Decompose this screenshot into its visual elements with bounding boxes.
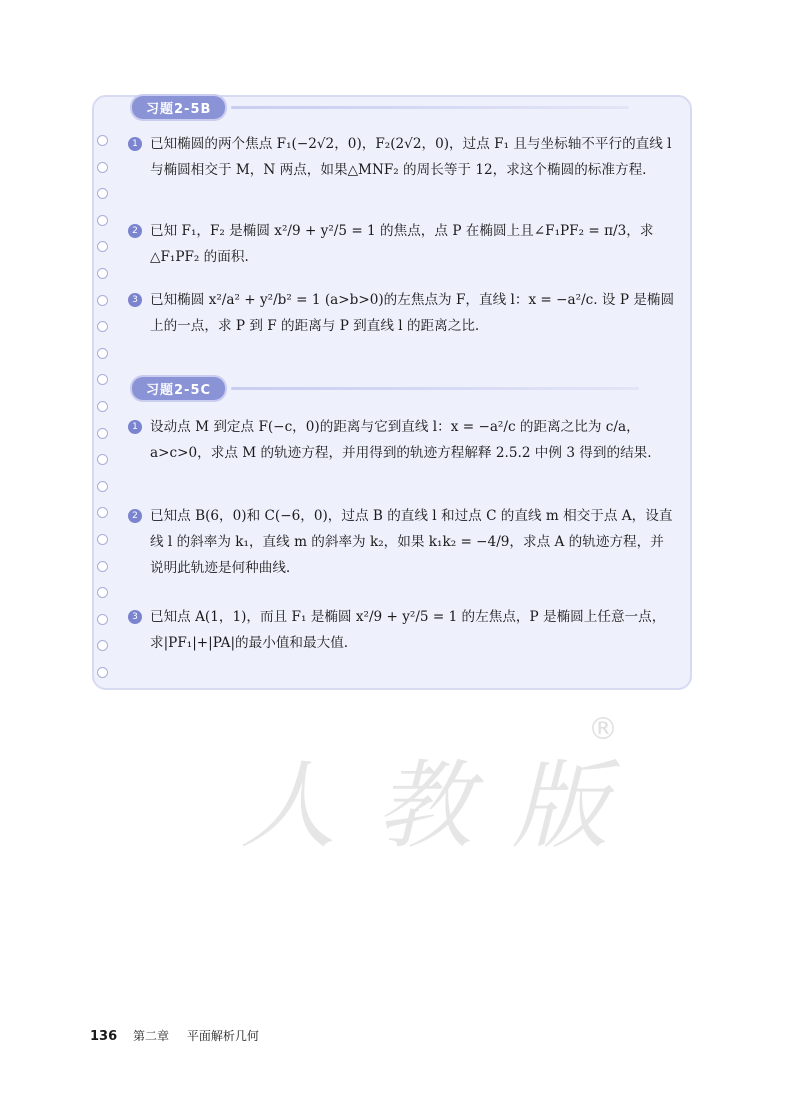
ring-icon bbox=[97, 348, 108, 359]
ring-icon bbox=[97, 295, 108, 306]
problem-c1 bbox=[132, 414, 677, 466]
problem-b2 bbox=[132, 218, 677, 270]
ring-icon bbox=[97, 454, 108, 465]
problem-text: 已知点 B(6，0)和 C(−6，0)，过点 B 的直线 l 和过点 C 的直线 m 相交于点 A，设直线 l 的斜率为 k₁，直线 m 的斜率为 k₂，如果 k₁k₂ = −4/9，求点 A 的轨迹方程，并说明此轨迹是何种曲线. bbox=[150, 508, 673, 576]
ring-icon bbox=[97, 241, 108, 252]
problem-number: 1 bbox=[128, 137, 142, 151]
ring-icon bbox=[97, 534, 108, 545]
registered-mark-icon: ® bbox=[588, 712, 618, 747]
section-divider bbox=[231, 387, 639, 390]
ring-icon bbox=[97, 401, 108, 412]
problem-text: 已知点 A(1，1)，而且 F₁ 是椭圆 x²/9 + y²/5 = 1 的左焦点，P 是椭圆上任意一点，求|PF₁|+|PA|的最小值和最大值. bbox=[150, 609, 666, 651]
section-header-c bbox=[132, 377, 639, 399]
problem-number: 3 bbox=[128, 610, 142, 624]
ring-icon bbox=[97, 162, 108, 173]
section-divider bbox=[231, 106, 629, 109]
problem-c3 bbox=[132, 604, 677, 656]
ring-icon bbox=[97, 268, 108, 279]
section-title: 习题2-5C bbox=[132, 377, 225, 400]
ring-icon bbox=[97, 481, 108, 492]
problem-text: 设动点 M 到定点 F(−c，0)的距离与它到直线 l：x = −a²/c 的距离之比为 c/a，a>c>0，求点 M 的轨迹方程，并用得到的轨迹方程解释 2.5.2 中例 3 得到的结果. bbox=[150, 419, 652, 461]
ring-icon bbox=[97, 188, 108, 199]
problem-number: 3 bbox=[128, 293, 142, 307]
binder-rings bbox=[97, 135, 113, 693]
problem-b1 bbox=[132, 131, 677, 183]
ring-icon bbox=[97, 640, 108, 651]
ring-icon bbox=[97, 507, 108, 518]
ring-icon bbox=[97, 374, 108, 385]
problem-c2 bbox=[132, 503, 677, 581]
problem-number: 1 bbox=[128, 420, 142, 434]
ring-icon bbox=[97, 667, 108, 678]
problem-text: 已知椭圆 x²/a² + y²/b² = 1 (a>b>0)的左焦点为 F，直线 l：x = −a²/c. 设 P 是椭圆上的一点，求 P 到 F 的距离与 P 到直线 l 的距离之比. bbox=[150, 292, 675, 334]
page-footer bbox=[90, 1027, 259, 1044]
page-number: 136 bbox=[90, 1029, 118, 1044]
ring-icon bbox=[97, 614, 108, 625]
chapter-title: 平面解析几何 bbox=[186, 1029, 259, 1043]
ring-icon bbox=[97, 428, 108, 439]
section-title: 习题2-5B bbox=[132, 96, 225, 119]
ring-icon bbox=[97, 215, 108, 226]
ring-icon bbox=[97, 321, 108, 332]
publisher-watermark: 人教版 bbox=[240, 750, 648, 862]
ring-icon bbox=[97, 561, 108, 572]
ring-icon bbox=[97, 135, 108, 146]
problem-b3 bbox=[132, 287, 677, 339]
problem-number: 2 bbox=[128, 509, 142, 523]
problem-number: 2 bbox=[128, 224, 142, 238]
ring-icon bbox=[97, 587, 108, 598]
problem-text: 已知 F₁，F₂ 是椭圆 x²/9 + y²/5 = 1 的焦点，点 P 在椭圆上且∠F₁PF₂ = π/3，求△F₁PF₂ 的面积. bbox=[150, 223, 654, 265]
problem-text: 已知椭圆的两个焦点 F₁(−2√2，0)，F₂(2√2，0)，过点 F₁ 且与坐标轴不平行的直线 l 与椭圆相交于 M，N 两点，如果△MNF₂ 的周长等于 12，求这个椭圆的标准方程. bbox=[150, 136, 676, 178]
section-header-b bbox=[132, 96, 629, 118]
chapter-label: 第二章 bbox=[132, 1029, 169, 1043]
